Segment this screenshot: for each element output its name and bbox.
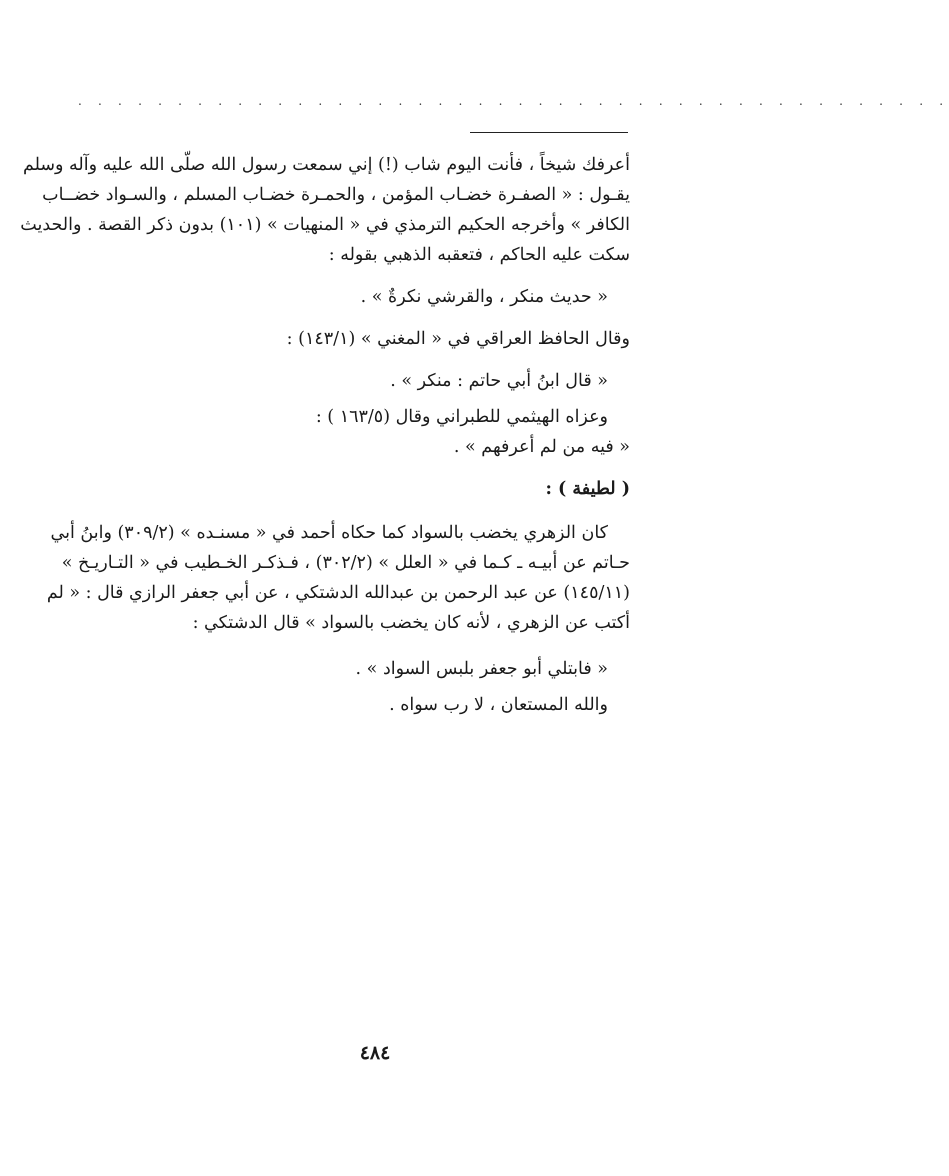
page-number: ٤٨٤ bbox=[359, 1042, 391, 1064]
footnote-rule bbox=[470, 132, 628, 133]
text-line: (١٤٥/١١) عن عبد الرحمن بن عبدالله الدشتكي ، عن أبي جعفر الرازي قال : « لم bbox=[46, 583, 630, 603]
heading-latifa: ( لطيفة ) : bbox=[545, 479, 630, 499]
text-line: حـاتم عن أبيـه ـ كـما في « العلل » (٣٠٢/٢) ، فـذكـر الخـطيب في « التـاريـخ » bbox=[61, 553, 630, 573]
footnote-separator-dots: . . . . . . . . . . . . . . . . . . . . . . . . . . . . . . . . . . . . . . . . . . . . bbox=[78, 94, 949, 108]
body-text bbox=[20, 150, 630, 720]
text-line: كان الزهري يخضب بالسواد كما حكاه أحمد في « مسنـده » (٣٠٩/٢) وابنُ أبي bbox=[50, 523, 608, 543]
quote-haythami: « فيه من لم أعرفهم » . bbox=[453, 437, 630, 457]
quote-ibn-abi-hatim: « قال ابنُ أبي حاتم : منكر » . bbox=[390, 371, 608, 391]
paragraph-continuation bbox=[20, 150, 630, 270]
text-line: أعرفك شيخاً ، فأنت اليوم شاب (!) إني سمعت رسول الله صلّى الله عليه وآله وسلم bbox=[22, 155, 630, 175]
quote-dashtaki: « فابتلي أبو جعفر بلبس السواد » . bbox=[355, 659, 608, 679]
line-haythami: وعزاه الهيثمي للطبراني وقال (١٦٣/٥ ) : bbox=[315, 407, 608, 427]
text-line: أكتب عن الزهري ، لأنه كان يخضب بالسواد » قال الدشتكي : bbox=[192, 613, 630, 633]
paragraph-zuhri bbox=[46, 518, 630, 638]
text-line: الكافر » وأخرجه الحكيم الترمذي في « المنهيات » (١٠١) بدون ذكر القصة . والحديث bbox=[20, 215, 630, 235]
text-line: يقـول : « الصفـرة خضـاب المؤمن ، والحمـرة خضـاب المسلم ، والسـواد خضــاب bbox=[42, 185, 630, 205]
line-iraqi: وقال الحافظ العراقي في « المغني » (١٤٣/١) : bbox=[286, 329, 630, 349]
closing-line: والله المستعان ، لا رب سواه . bbox=[389, 695, 608, 715]
quote-dhahabi: « حديث منكر ، والقرشي نكرةٌ » . bbox=[360, 287, 608, 307]
text-line: سكت عليه الحاكم ، فتعقبه الذهبي بقوله : bbox=[328, 245, 630, 265]
